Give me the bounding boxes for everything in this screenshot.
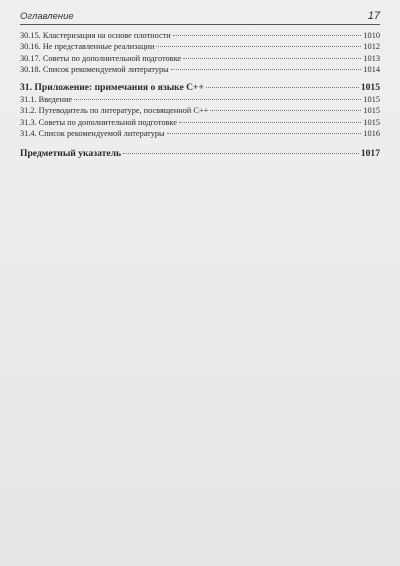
header-rule [20, 24, 380, 25]
running-header [20, 6, 380, 22]
table-of-contents [20, 30, 380, 160]
toc-chapter-title: 31. Приложение: примечания о языке C++ [20, 82, 204, 94]
dot-leader [179, 122, 361, 123]
toc-entry [20, 41, 380, 52]
dot-leader [183, 58, 361, 59]
dot-leader [173, 35, 362, 36]
dot-leader [156, 46, 361, 47]
toc-entry [20, 64, 380, 75]
toc-index-entry [20, 147, 380, 160]
toc-entry-page: 1015 [363, 106, 380, 116]
toc-entry [20, 53, 380, 64]
page-number: 17 [367, 10, 380, 22]
toc-entry-page: 1013 [363, 53, 380, 63]
toc-entry-title: 30.18. Список рекомендуемой литературы [20, 64, 169, 74]
dot-leader [171, 69, 362, 70]
toc-entry-page: 1015 [363, 95, 380, 105]
toc-entry [20, 117, 380, 128]
dot-leader [206, 87, 359, 88]
dot-leader [167, 133, 362, 134]
toc-entry-page: 1015 [363, 117, 380, 127]
toc-entry [20, 105, 380, 116]
toc-entry-title: 30.17. Советы по дополнительной подготовке [20, 53, 182, 63]
toc-index-title: Предметный указатель [20, 148, 122, 160]
toc-entry-title: 30.16. Не представленные реализации [20, 42, 155, 52]
toc-entry-page: 1016 [363, 129, 380, 139]
toc-entry [20, 30, 380, 41]
toc-chapter-page: 1015 [360, 82, 380, 94]
dot-leader [123, 153, 359, 154]
toc-entry-title: 31.4. Список рекомендуемой литературы [20, 129, 165, 139]
toc-entry-page: 1014 [363, 64, 380, 74]
toc-entry [20, 94, 380, 105]
toc-entry-title: 31.1. Введение [20, 95, 73, 105]
toc-entry-title: 31.3. Советы по дополнительной подготовке [20, 117, 177, 127]
toc-entry-page: 1010 [363, 31, 380, 40]
spacer [20, 139, 380, 147]
dot-leader [210, 110, 361, 111]
toc-entry-page: 1012 [363, 42, 380, 52]
toc-chapter-entry [20, 81, 380, 94]
running-header-title: Оглавление [20, 11, 74, 22]
dot-leader [74, 99, 361, 100]
toc-entry [20, 128, 380, 139]
toc-entry-title: 30.15. Кластеризация на основе плотности [20, 31, 171, 40]
toc-index-page: 1017 [360, 148, 380, 160]
toc-entry-title: 31.2. Путеводитель по литературе, посвященной C++ [20, 106, 209, 116]
